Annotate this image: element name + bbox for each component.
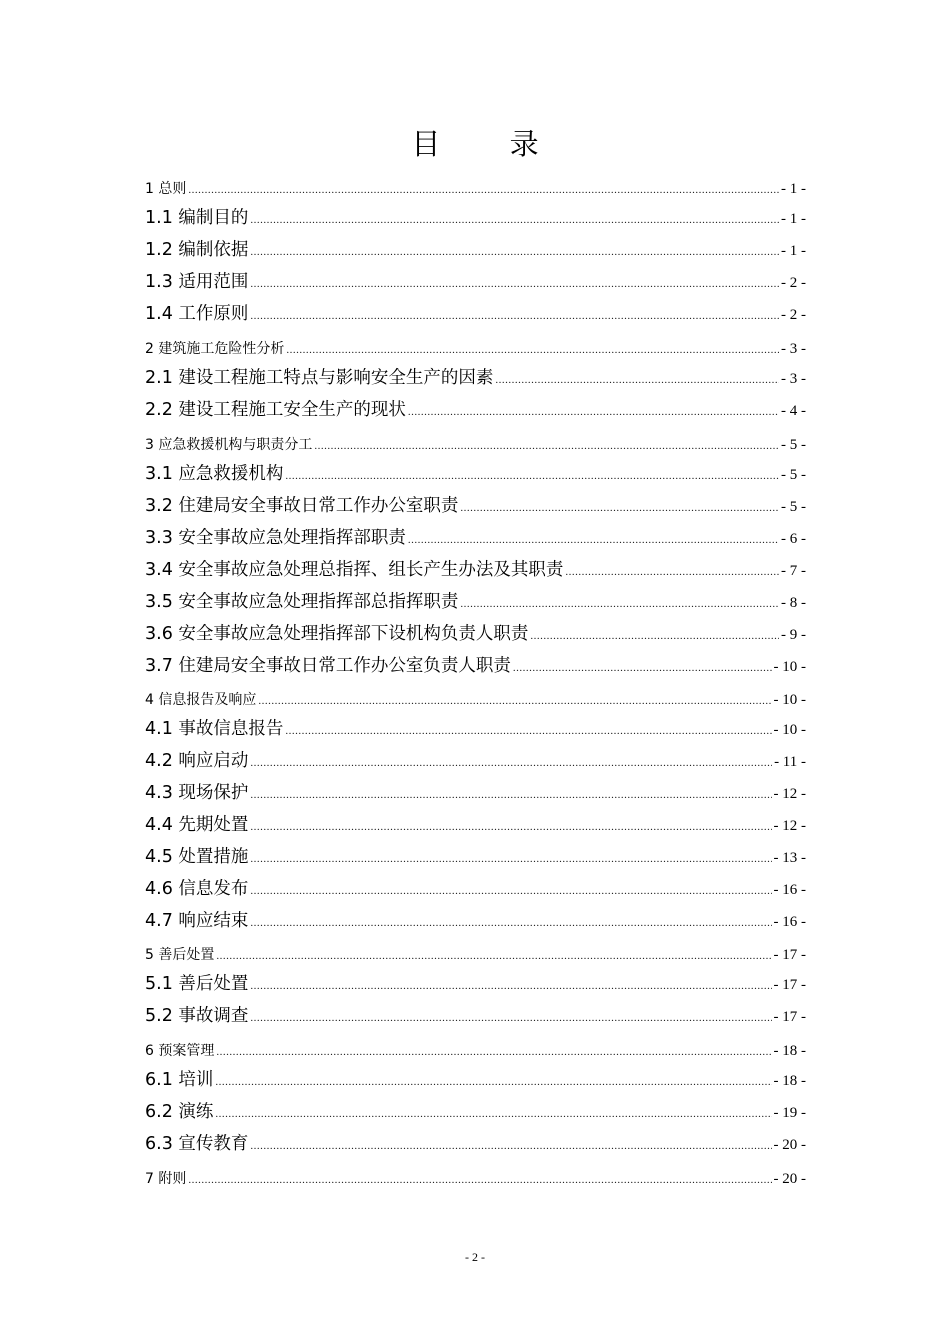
toc-entry-label: 3.7 住建局安全事故日常工作办公室负责人职责	[145, 656, 511, 676]
toc-entry[interactable]	[145, 590, 806, 614]
toc-leader-dots	[285, 464, 779, 488]
toc-entry-page: - 2 -	[781, 275, 806, 291]
toc-entry[interactable]	[145, 749, 806, 773]
toc-leader-dots	[250, 272, 779, 296]
toc-entry[interactable]	[145, 845, 806, 869]
toc-entry-page: - 16 -	[773, 882, 806, 898]
toc-entry-label: 3.4 安全事故应急处理总指挥、组长产生办法及其职责	[145, 560, 564, 580]
toc-entry-label: 3.2 住建局安全事故日常工作办公室职责	[145, 496, 459, 516]
toc-entry-label: 3 应急救援机构与职责分工	[145, 437, 313, 453]
toc-entry-label: 4.6 信息发布	[145, 879, 249, 899]
toc-entry[interactable]	[145, 781, 806, 805]
toc-entry-label: 4.4 先期处置	[145, 815, 249, 835]
toc-entry-label: 4.3 现场保护	[145, 783, 249, 803]
toc-leader-dots	[250, 1006, 771, 1030]
toc-leader-dots	[216, 946, 771, 966]
toc-entry[interactable]	[145, 270, 806, 294]
toc-entry[interactable]	[145, 238, 806, 262]
toc-entry-page: - 7 -	[781, 563, 806, 579]
toc-entry[interactable]	[145, 206, 806, 230]
toc-entry-label: 6.1 培训	[145, 1070, 214, 1090]
toc-leader-dots	[250, 208, 779, 232]
toc-entry-page: - 2 -	[781, 307, 806, 323]
toc-entry-page: - 12 -	[773, 786, 806, 802]
toc-entry[interactable]	[145, 622, 806, 646]
toc-entry-label: 2.1 建设工程施工特点与影响安全生产的因素	[145, 368, 494, 388]
toc-entry[interactable]	[145, 1169, 806, 1189]
toc-entry[interactable]	[145, 1068, 806, 1092]
toc-leader-dots	[460, 496, 779, 520]
toc-entry[interactable]	[145, 462, 806, 486]
toc-entry[interactable]	[145, 1004, 806, 1028]
toc-entry-label: 1.4 工作原则	[145, 304, 249, 324]
toc-entry-page: - 17 -	[773, 947, 806, 963]
toc-entry-page: - 18 -	[773, 1073, 806, 1089]
toc-entry[interactable]	[145, 972, 806, 996]
toc-leader-dots	[250, 911, 771, 935]
toc-entry-label: 4.2 响应启动	[145, 751, 249, 771]
toc-leader-dots	[513, 656, 772, 680]
toc-entry[interactable]	[145, 435, 806, 455]
toc-leader-dots	[460, 592, 779, 616]
toc-leader-dots	[285, 719, 771, 743]
toc-entry-label: 1.3 适用范围	[145, 272, 249, 292]
toc-entry-page: - 17 -	[773, 977, 806, 993]
toc-entry[interactable]	[145, 339, 806, 359]
toc-entry-label: 1.2 编制依据	[145, 240, 249, 260]
toc-entry[interactable]	[145, 945, 806, 965]
toc-entry-label: 5 善后处置	[145, 947, 215, 963]
toc-entry[interactable]	[145, 398, 806, 422]
page-title: 目 录	[411, 127, 569, 161]
toc-entry-page: - 8 -	[781, 595, 806, 611]
toc-entry-label: 2 建筑施工危险性分析	[145, 341, 285, 357]
toc-entry-label: 6.2 演练	[145, 1102, 214, 1122]
toc-leader-dots	[188, 180, 779, 200]
toc-entry-page: - 1 -	[781, 243, 806, 259]
toc-leader-dots	[250, 240, 779, 264]
toc-entry-page: - 3 -	[781, 371, 806, 387]
toc-entry[interactable]	[145, 526, 806, 550]
toc-entry-label: 1 总则	[145, 181, 187, 197]
toc-leader-dots	[314, 436, 779, 456]
toc-entry-label: 5.1 善后处置	[145, 974, 249, 994]
toc-entry-label: 4 信息报告及响应	[145, 692, 257, 708]
toc-leader-dots	[250, 304, 779, 328]
toc-leader-dots	[258, 691, 771, 711]
toc-entry-page: - 9 -	[781, 627, 806, 643]
toc-entry-label: 7 附则	[145, 1171, 187, 1187]
toc-entry-page: - 6 -	[781, 531, 806, 547]
toc-entry-label: 6 预案管理	[145, 1043, 215, 1059]
toc-entry-label: 3.5 安全事故应急处理指挥部总指挥职责	[145, 592, 459, 612]
toc-entry-label: 4.1 事故信息报告	[145, 719, 284, 739]
toc-leader-dots	[215, 1070, 771, 1094]
toc-leader-dots	[250, 974, 771, 998]
toc-entry[interactable]	[145, 179, 806, 199]
toc-entry-page: - 5 -	[781, 499, 806, 515]
toc-leader-dots	[250, 879, 771, 903]
toc-entry[interactable]	[145, 366, 806, 390]
toc-entry-page: - 10 -	[773, 692, 806, 708]
page-number: - 2 -	[465, 1250, 485, 1264]
toc-entry-page: - 16 -	[773, 914, 806, 930]
toc-entry-page: - 20 -	[773, 1137, 806, 1153]
toc-leader-dots	[215, 1102, 771, 1126]
toc-entry-label: 3.1 应急救援机构	[145, 464, 284, 484]
toc-entry-label: 4.5 处置措施	[145, 847, 249, 867]
toc-entry[interactable]	[145, 877, 806, 901]
toc-entry[interactable]	[145, 1041, 806, 1061]
toc-entry-page: - 11 -	[774, 754, 806, 770]
toc-entry-page: - 10 -	[773, 722, 806, 738]
toc-entry[interactable]	[145, 1100, 806, 1124]
toc-entry-label: 1.1 编制目的	[145, 208, 249, 228]
toc-leader-dots	[250, 783, 771, 807]
toc-entry-page: - 12 -	[773, 818, 806, 834]
toc-leader-dots	[495, 368, 779, 392]
toc-leader-dots	[250, 815, 771, 839]
toc-entry[interactable]	[145, 813, 806, 837]
toc-entry-page: - 1 -	[781, 211, 806, 227]
toc-leader-dots	[250, 847, 771, 871]
toc-leader-dots	[250, 1134, 771, 1158]
toc-entry[interactable]	[145, 558, 806, 582]
toc-entry[interactable]	[145, 690, 806, 710]
toc-leader-dots	[286, 340, 779, 360]
toc-entry-label: 5.2 事故调查	[145, 1006, 249, 1026]
toc-entry[interactable]	[145, 909, 806, 933]
toc-entry-page: - 10 -	[773, 659, 806, 675]
toc-entry-label: 3.6 安全事故应急处理指挥部下设机构负责人职责	[145, 624, 529, 644]
toc-entry-page: - 13 -	[773, 850, 806, 866]
toc-entry-page: - 17 -	[773, 1009, 806, 1025]
toc-entry[interactable]	[145, 654, 806, 678]
toc-entry[interactable]	[145, 494, 806, 518]
toc-entry-page: - 5 -	[781, 467, 806, 483]
toc-entry-label: 6.3 宣传教育	[145, 1134, 249, 1154]
toc-entry-page: - 5 -	[781, 437, 806, 453]
toc-leader-dots	[408, 528, 779, 552]
toc-entry[interactable]	[145, 302, 806, 326]
toc-leader-dots	[250, 751, 772, 775]
toc-leader-dots	[216, 1042, 771, 1062]
toc-leader-dots	[408, 400, 779, 424]
toc-entry[interactable]	[145, 717, 806, 741]
toc-entry-page: - 1 -	[781, 181, 806, 197]
toc-entry-page: - 20 -	[773, 1171, 806, 1187]
toc-entry-page: - 18 -	[773, 1043, 806, 1059]
toc-entry-page: - 4 -	[781, 403, 806, 419]
toc-leader-dots	[188, 1170, 771, 1190]
toc-entry-label: 4.7 响应结束	[145, 911, 249, 931]
toc-leader-dots	[530, 624, 779, 648]
toc-leader-dots	[565, 560, 779, 584]
toc-entry-label: 2.2 建设工程施工安全生产的现状	[145, 400, 406, 420]
toc-entry-page: - 3 -	[781, 341, 806, 357]
toc-entry-page: - 19 -	[773, 1105, 806, 1121]
toc-entry[interactable]	[145, 1132, 806, 1156]
toc-entry-label: 3.3 安全事故应急处理指挥部职责	[145, 528, 406, 548]
